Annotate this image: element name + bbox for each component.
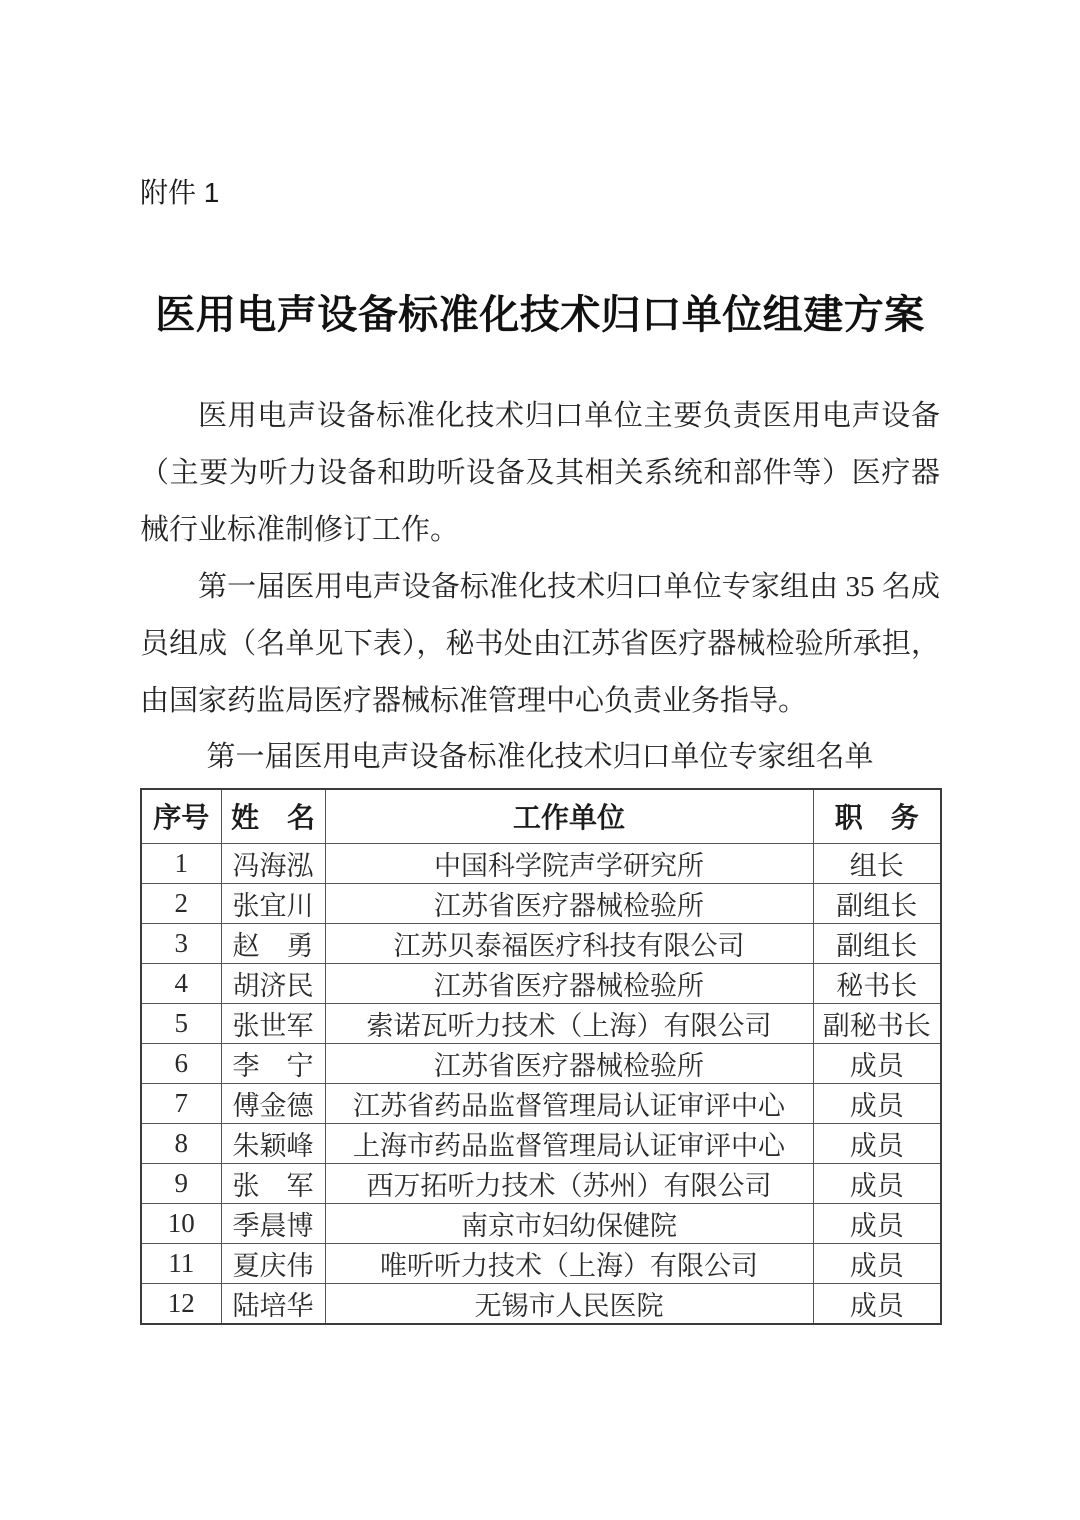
organization-cell: 中国科学院声学研究所 (325, 843, 813, 883)
organization-cell: 南京市妇幼保健院 (325, 1203, 813, 1243)
name-cell: 傅金德 (221, 1083, 325, 1123)
position-cell: 成员 (813, 1123, 941, 1163)
organization-cell: 西万拓听力技术（苏州）有限公司 (325, 1163, 813, 1203)
serial-cell: 7 (141, 1083, 221, 1123)
experts-table (140, 788, 942, 1325)
position-cell: 秘书长 (813, 963, 941, 1003)
position-cell: 成员 (813, 1083, 941, 1123)
organization-cell: 江苏省医疗器械检验所 (325, 1043, 813, 1083)
table-row (141, 1163, 941, 1203)
serial-cell: 2 (141, 883, 221, 923)
table-header-row (141, 789, 941, 843)
organization-cell: 江苏省医疗器械检验所 (325, 883, 813, 923)
name-cell: 陆培华 (221, 1283, 325, 1324)
table-row (141, 1123, 941, 1163)
header-name: 姓 名 (221, 789, 325, 843)
position-cell: 成员 (813, 1203, 941, 1243)
name-cell: 张宜川 (221, 883, 325, 923)
table-row (141, 1283, 941, 1324)
serial-cell: 11 (141, 1243, 221, 1283)
table-row (141, 963, 941, 1003)
serial-cell: 4 (141, 963, 221, 1003)
table-row (141, 923, 941, 963)
serial-cell: 8 (141, 1123, 221, 1163)
name-cell: 季晨博 (221, 1203, 325, 1243)
serial-cell: 3 (141, 923, 221, 963)
name-cell: 夏庆伟 (221, 1243, 325, 1283)
organization-cell: 上海市药品监督管理局认证审评中心 (325, 1123, 813, 1163)
table-caption: 第一届医用电声设备标准化技术归口单位专家组名单 (206, 741, 874, 773)
attachment-label: 附件 1 (140, 177, 220, 208)
serial-cell: 9 (141, 1163, 221, 1203)
table-row (141, 1003, 941, 1043)
organization-cell: 无锡市人民医院 (325, 1283, 813, 1324)
position-cell: 成员 (813, 1043, 941, 1083)
position-cell: 组长 (813, 843, 941, 883)
header-position: 职 务 (813, 789, 941, 843)
name-cell: 赵 勇 (221, 923, 325, 963)
organization-cell: 江苏贝泰福医疗科技有限公司 (325, 923, 813, 963)
serial-cell: 10 (141, 1203, 221, 1243)
paragraph-membership: 第一届医用电声设备标准化技术归口单位专家组由 35 名成员组成（名单见下表），秘书处由江苏省医疗器械检验所承担，由国家药监局医疗器械标准管理中心负责业务指导。 (140, 571, 940, 717)
paragraph-scope: 医用电声设备标准化技术归口单位主要负责医用电声设备（主要为听力设备和助听设备及其相关系统和部件等）医疗器械行业标准制修订工作。 (140, 400, 940, 546)
position-cell: 成员 (813, 1243, 941, 1283)
serial-cell: 6 (141, 1043, 221, 1083)
position-cell: 成员 (813, 1283, 941, 1324)
name-cell: 朱颖峰 (221, 1123, 325, 1163)
organization-cell: 索诺瓦听力技术（上海）有限公司 (325, 1003, 813, 1043)
table-row (141, 1243, 941, 1283)
name-cell: 胡济民 (221, 963, 325, 1003)
organization-cell: 江苏省医疗器械检验所 (325, 963, 813, 1003)
table-row (141, 1083, 941, 1123)
table-row (141, 883, 941, 923)
table-row (141, 1043, 941, 1083)
serial-cell: 1 (141, 843, 221, 883)
name-cell: 张 军 (221, 1163, 325, 1203)
position-cell: 副秘书长 (813, 1003, 941, 1043)
table-row (141, 843, 941, 883)
header-serial: 序号 (141, 789, 221, 843)
header-organization: 工作单位 (325, 789, 813, 843)
organization-cell: 江苏省药品监督管理局认证审评中心 (325, 1083, 813, 1123)
serial-cell: 5 (141, 1003, 221, 1043)
name-cell: 张世军 (221, 1003, 325, 1043)
position-cell: 成员 (813, 1163, 941, 1203)
position-cell: 副组长 (813, 883, 941, 923)
position-cell: 副组长 (813, 923, 941, 963)
document-body (140, 388, 940, 730)
organization-cell: 唯听听力技术（上海）有限公司 (325, 1243, 813, 1283)
name-cell: 冯海泓 (221, 843, 325, 883)
serial-cell: 12 (141, 1283, 221, 1324)
name-cell: 李 宁 (221, 1043, 325, 1083)
table-row (141, 1203, 941, 1243)
document-title: 医用电声设备标准化技术归口单位组建方案 (155, 292, 925, 337)
